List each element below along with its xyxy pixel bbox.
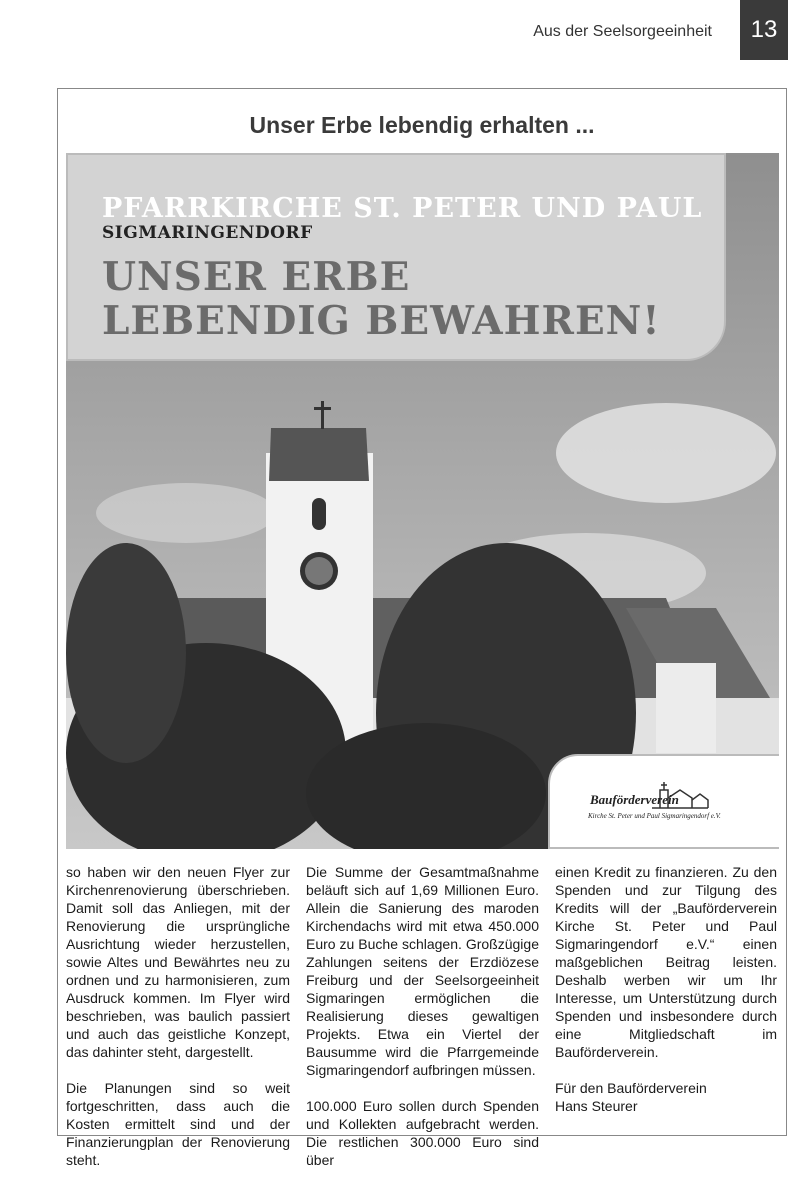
text-column-2 bbox=[306, 863, 539, 1187]
signature-line: Für den Bauförderverein bbox=[555, 1080, 707, 1096]
paragraph: einen Kredit zu finanzieren. Zu den Spenden und zur Tilgung des Kredits will der „Bauförderverein Kirche St. Peter und Paul Sigmaringendorf e.V.“ einen maßgeblichen Beitrag leisten. Deshalb werben wir um Ihr Interesse, um Unterstützung durch Spenden und insbesondere durch eine Mitgliedschaft im Bauförderverein. bbox=[555, 864, 777, 1060]
paragraph: so haben wir den neuen Flyer zur Kirchenrenovierung überschrieben. Damit soll das Anliegen, mit der Renovierung die ursprüngliche Ausrichtung wieder herzustellen, sowie Altes und Bewährtes neu zu ordnen und zu harmonisieren, zum Ausdruck kommen. Im Flyer wird beschrieben, was baulich passiert und auch das geistliche Konzept, das dahinter steht, dargestellt. bbox=[66, 864, 290, 1060]
association-logo bbox=[548, 754, 779, 849]
flyer-town: SIGMARINGENDORF bbox=[102, 223, 313, 243]
paragraph: Die Planungen sind so weit fortgeschritten, dass auch die Kosten ermittelt sind und der Finanzierungplan der Renovierung steht. bbox=[66, 1080, 290, 1168]
section-header: Aus der Seelsorgeeinheit bbox=[533, 23, 712, 40]
flyer-slogan-line-1: UNSER ERBE bbox=[102, 254, 411, 300]
flyer-slogan-line-2: LEBENDIG BEWAHREN! bbox=[102, 298, 661, 344]
logo-subtitle: Kirche St. Peter und Paul Sigmaringendorf e.V. bbox=[588, 812, 721, 820]
paragraph: 100.000 Euro sollen durch Spenden und Kollekten aufgebracht werden. Die restlichen 300.000 Euro sind über bbox=[306, 1098, 539, 1168]
flyer-image bbox=[66, 153, 779, 849]
paragraph: Die Summe der Gesamtmaßnahme beläuft sich auf 1,69 Millionen Euro. Allein die Sanierung des maroden Kirchendachs wird mit etwa 450.000 Euro zu Buche schlagen. Großzügige Zahlungen seitens der Erzdiözese Freiburg und der Seelsorgeeinheit Sigmaringen ermöglichen die Realisierung dieses gewaltigen Projekts. Etwa ein Viertel der Bausumme wird die Pfarrgemeinde Sigmaringendorf aufbringen müssen. bbox=[306, 864, 539, 1078]
flyer-banner bbox=[66, 153, 726, 361]
article-title: Unser Erbe lebendig erhalten ... bbox=[249, 112, 595, 138]
text-column-3 bbox=[555, 863, 777, 1115]
page-number: 13 bbox=[740, 0, 788, 60]
text-column-1 bbox=[66, 863, 290, 1187]
flyer-church-name: PFARRKIRCHE ST. PETER UND PAUL bbox=[102, 193, 703, 224]
logo-name: Bauförderverein bbox=[590, 792, 679, 807]
signature-name: Hans Steurer bbox=[555, 1098, 638, 1114]
flyer-slogan bbox=[102, 255, 660, 343]
